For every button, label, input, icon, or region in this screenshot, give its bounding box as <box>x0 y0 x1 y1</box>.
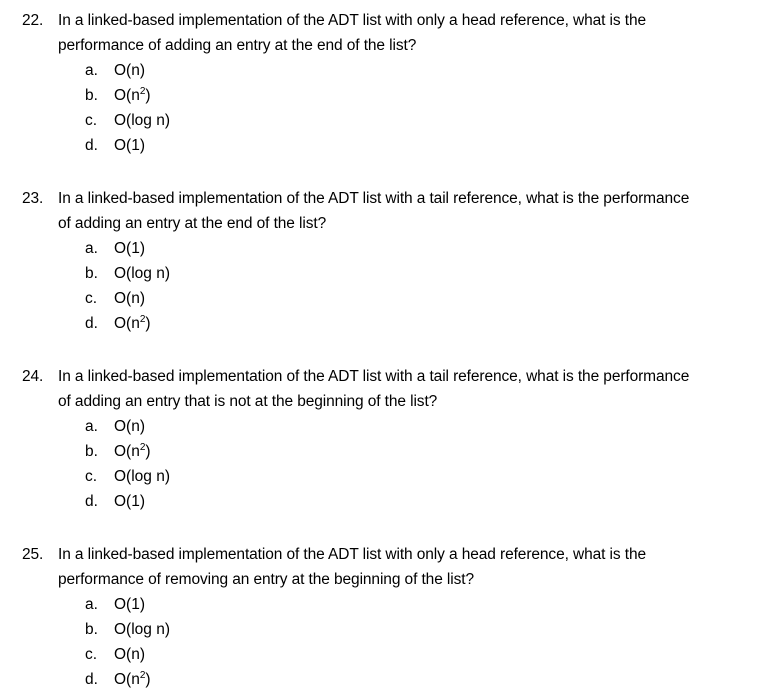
option-text: O(1) <box>114 240 145 257</box>
option-letter: c. <box>85 468 98 485</box>
question-text: In a linked-based implementation of the ADT list with a tail reference, what is the performance <box>58 368 690 385</box>
options-list <box>22 592 762 692</box>
option-a <box>22 592 762 617</box>
option-c <box>22 286 762 311</box>
option-text: O(n) <box>114 62 145 79</box>
option-a <box>22 236 762 261</box>
question-number: 23. <box>22 190 44 207</box>
exponent: 2 <box>139 442 146 453</box>
exponent: 2 <box>139 670 146 681</box>
question-line-1 <box>22 186 762 211</box>
option-letter: d. <box>85 493 98 510</box>
question-text: In a linked-based implementation of the ADT list with a tail reference, what is the performance <box>58 190 690 207</box>
option-letter: c. <box>85 112 98 129</box>
option-text: O(log n) <box>114 112 170 129</box>
option-text: O(log n) <box>114 621 170 638</box>
question-number: 24. <box>22 368 44 385</box>
option-text: $O(n^2)$ <box>114 442 151 460</box>
question-text: of adding an entry that is not at the beginning of the list? <box>58 393 438 410</box>
options-list <box>22 58 762 158</box>
question-line-2 <box>22 211 762 236</box>
option-text: O(1) <box>114 137 145 154</box>
option-a <box>22 414 762 439</box>
question-25 <box>22 542 762 692</box>
question-text: of adding an entry at the end of the list? <box>58 215 327 232</box>
option-letter: a. <box>85 596 98 613</box>
option-letter: a. <box>85 62 98 79</box>
option-b <box>22 83 762 108</box>
option-text: O(1) <box>114 596 145 613</box>
option-letter: b. <box>85 621 98 638</box>
question-line-2 <box>22 567 762 592</box>
question-22 <box>22 8 762 158</box>
option-text: $O(n^2)$ <box>114 314 151 332</box>
option-d <box>22 489 762 514</box>
option-b <box>22 439 762 464</box>
question-text: performance of adding an entry at the end of the list? <box>58 37 417 54</box>
question-line-1 <box>22 8 762 33</box>
question-text: performance of removing an entry at the beginning of the list? <box>58 571 474 588</box>
option-c <box>22 642 762 667</box>
option-text: O(n) <box>114 418 145 435</box>
option-b <box>22 617 762 642</box>
option-c <box>22 108 762 133</box>
option-text: O(log n) <box>114 468 170 485</box>
question-line-1 <box>22 364 762 389</box>
option-letter: a. <box>85 240 98 257</box>
option-letter: b. <box>85 265 98 282</box>
question-23 <box>22 186 762 336</box>
option-letter: c. <box>85 646 98 663</box>
option-c <box>22 464 762 489</box>
question-line-1 <box>22 542 762 567</box>
option-text: O(n) <box>114 646 145 663</box>
question-text: In a linked-based implementation of the ADT list with only a head reference, what is the <box>58 12 646 29</box>
option-text: O(1) <box>114 493 145 510</box>
option-letter: b. <box>85 443 98 460</box>
option-text: O(log n) <box>114 265 170 282</box>
option-d <box>22 667 762 692</box>
option-b <box>22 261 762 286</box>
question-line-2 <box>22 33 762 58</box>
question-24 <box>22 364 762 514</box>
options-list <box>22 236 762 336</box>
question-text: In a linked-based implementation of the ADT list with only a head reference, what is the <box>58 546 646 563</box>
exponent: 2 <box>139 314 146 325</box>
options-list <box>22 414 762 514</box>
question-number: 22. <box>22 12 44 29</box>
option-letter: a. <box>85 418 98 435</box>
option-letter: b. <box>85 87 98 104</box>
option-d <box>22 133 762 158</box>
option-a <box>22 58 762 83</box>
option-letter: d. <box>85 671 98 688</box>
question-number: 25. <box>22 546 44 563</box>
option-letter: d. <box>85 315 98 332</box>
option-d <box>22 311 762 336</box>
option-letter: d. <box>85 137 98 154</box>
question-line-2 <box>22 389 762 414</box>
option-text: $O(n^2)$ <box>114 86 151 104</box>
option-text: O(n) <box>114 290 145 307</box>
option-letter: c. <box>85 290 98 307</box>
exponent: 2 <box>139 86 146 97</box>
option-text: $O(n^2)$ <box>114 670 151 688</box>
